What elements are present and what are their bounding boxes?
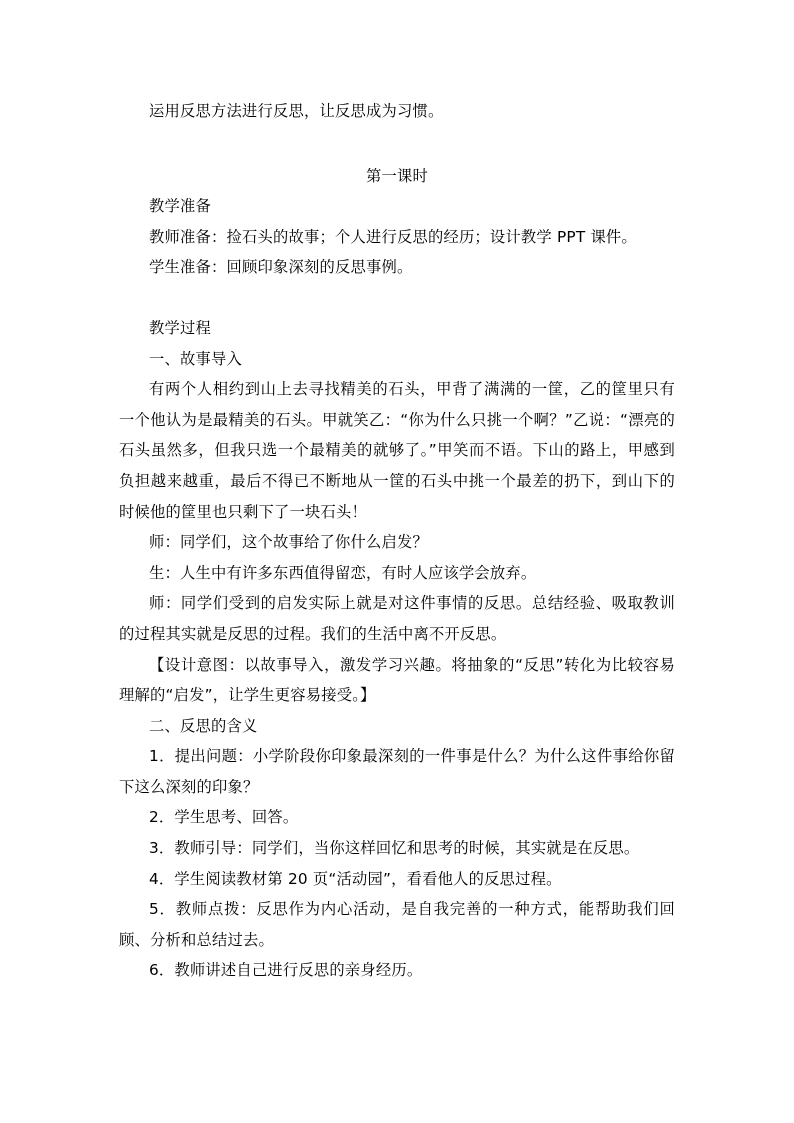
section-title: 第一课时	[366, 166, 428, 185]
step-item: 6．教师讲述自己进行反思的亲身经历。	[149, 961, 423, 980]
process-heading: 教学过程	[149, 318, 211, 337]
story-paragraph: 有两个人相约到山上去寻找精美的石头，甲背了满满的一筐，乙的筐里只有一个他认为是最精美的石头。甲就笑乙：“你为什么只挑一个啊？”乙说：“漂亮的石头虽然多，但我只选一个最精美的就够了。”甲笑而不语。下山的路上，甲感到负担越来越重，最后不得已不断地从一筐的石头中挑一个最差的扔下，到山下的时候他的筐里也只剩下了一块石头！	[119, 380, 675, 521]
intro-line: 运用反思方法进行反思，让反思成为习惯。	[149, 102, 444, 120]
part2-title: 二、反思的含义	[149, 716, 258, 735]
document-body	[119, 96, 675, 986]
teacher-question: 师：同学们，这个故事给了你什么启发？	[149, 533, 428, 552]
step-item: 4．学生阅读教材第 20 页“活动园”，看看他人的反思过程。	[149, 869, 562, 888]
step-item: 1．提出问题：小学阶段你印象最深刻的一件事是什么？为什么这件事给你留下这么深刻的印象？	[119, 747, 675, 796]
student-prep: 学生准备：回顾印象深刻的反思事例。	[149, 258, 413, 277]
step-item: 5．教师点拨：反思作为内心活动，是自我完善的一种方式，能帮助我们回顾、分析和总结过去。	[119, 900, 675, 949]
step-item: 2．学生思考、回答。	[149, 808, 299, 827]
design-intent: 【设计意图：以故事导入，激发学习兴趣。将抽象的“反思”转化为比较容易理解的“启发”，让学生更容易接受。】	[119, 655, 675, 705]
prep-heading: 教学准备	[149, 197, 211, 216]
part1-title: 一、故事导入	[149, 349, 242, 368]
teacher-prep: 教师准备：捡石头的故事；个人进行反思的经历；设计教学 PPT 课件。	[149, 227, 637, 246]
student-answer: 生：人生中有许多东西值得留恋，有时人应该学会放弃。	[149, 563, 537, 582]
spacer	[119, 283, 675, 313]
spacer	[119, 127, 675, 161]
teacher-summary: 师：同学们受到的启发实际上就是对这件事情的反思。总结经验、吸取教训的过程其实就是反思的过程。我们的生活中离不开反思。	[119, 594, 675, 643]
step-item: 3．教师引导：同学们，当你这样回忆和思考的时候，其实就是在反思。	[149, 839, 640, 858]
